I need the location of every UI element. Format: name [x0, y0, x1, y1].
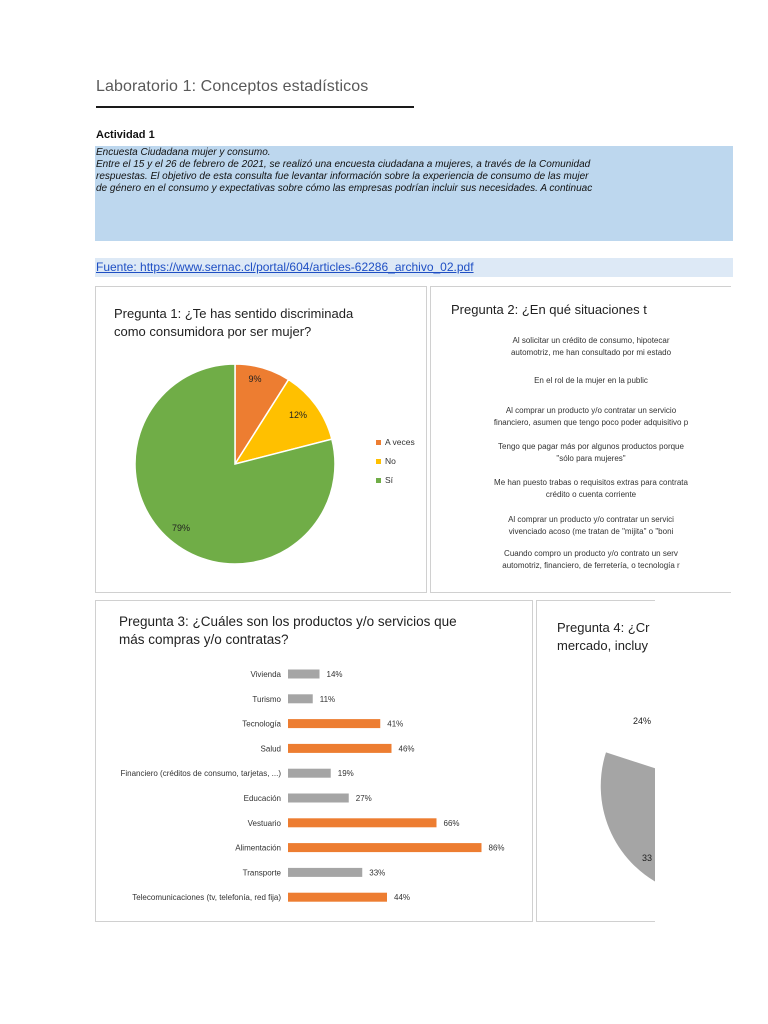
q2-category-line: Al solicitar un crédito de consumo, hipotecar	[512, 336, 670, 345]
intro-line: Encuesta Ciudadana mujer y consumo.	[96, 147, 271, 158]
bar-value-label: 41%	[387, 719, 404, 729]
bar-value-label: 86%	[488, 843, 505, 853]
chart-title-q2: Pregunta 2: ¿En qué situaciones t	[451, 302, 647, 317]
chart-panel-q3	[95, 600, 533, 922]
bar-value-label: 27%	[355, 794, 372, 803]
bar-7	[288, 843, 482, 852]
q2-category-line: Cuando compro un producto y/o contrato un serv	[504, 549, 678, 558]
bar-value-label: 33%	[369, 868, 386, 878]
pie-chart-q1	[96, 287, 426, 592]
bar-category-label: Telecomunicaciones (tv, telefonía, red fija)	[132, 893, 281, 903]
document-title: Laboratorio 1: Conceptos estadísticos	[96, 78, 369, 95]
bar-3	[288, 744, 392, 753]
q2-category-label	[431, 514, 731, 538]
bar-category-label: Transporte	[242, 868, 281, 878]
legend-label: No	[385, 456, 396, 466]
chart-title-line: Pregunta 4: ¿Cr	[557, 620, 650, 635]
activity-heading: Actividad 1	[96, 129, 155, 141]
q2-category-line: Me han puesto trabas o requisitos extras para contrata	[494, 478, 688, 487]
legend-swatch	[376, 459, 381, 464]
source-box	[95, 258, 733, 277]
q2-category-line: vivenciado acoso (me tratan de "mijita" o "boni	[508, 527, 674, 536]
q2-category-line: "sólo para mujeres"	[556, 454, 626, 463]
title-underline	[96, 106, 414, 108]
bar-value-label: 19%	[337, 769, 354, 779]
q2-category-line: financiero, asumen que tengo poco poder adquisitivo p	[493, 418, 689, 427]
bar-value-label: 14%	[326, 670, 343, 679]
intro-line: respuestas. El objetivo de esta consulta fue levantar información sobre la experiencia de consumo de las mujer	[96, 171, 589, 182]
pie-slice-label: 12%	[288, 410, 308, 420]
chart-title-line: Pregunta 3: ¿Cuáles son los productos y/o servicios que	[119, 614, 457, 629]
q2-category-label	[431, 375, 731, 387]
pie-slice-label: 33	[642, 853, 653, 863]
q2-category-line: Tengo que pagar más por algunos productos porque	[498, 442, 684, 451]
bar-value-label: 11%	[319, 694, 336, 704]
bar-category-label: Alimentación	[235, 843, 281, 853]
bar-1	[288, 694, 313, 703]
bar-category-label: Vestuario	[247, 818, 281, 828]
chart-title-line: mercado, incluy	[557, 638, 649, 653]
chart-title-line: como consumidora por ser mujer?	[114, 324, 312, 339]
bar-category-label: Financiero (créditos de consumo, tarjetas, ...)	[120, 769, 281, 779]
bar-5	[288, 794, 349, 803]
bar-category-label: Tecnología	[242, 719, 281, 729]
bar-value-label: 44%	[394, 893, 411, 903]
pie-slice-gray	[600, 751, 655, 885]
legend-swatch	[376, 440, 381, 445]
bar-0	[288, 670, 320, 679]
pie-slice-label: 79%	[171, 523, 191, 533]
q2-category-line: Al comprar un producto y/o contratar un servici	[508, 515, 674, 524]
bar-6	[288, 818, 437, 827]
chart-panel-q4	[536, 600, 655, 922]
bar-2	[288, 719, 380, 728]
q2-category-label	[431, 548, 731, 572]
bar-4	[288, 769, 331, 778]
chart-title-line: Pregunta 1: ¿Te has sentido discriminada	[114, 306, 354, 321]
q2-category-label	[431, 477, 731, 501]
legend-label: Sí	[385, 475, 394, 485]
q2-category-label	[431, 405, 731, 429]
q2-category-label	[431, 335, 731, 359]
q2-category-line: crédito o cuenta corriente	[545, 490, 637, 499]
bar-category-label: Salud	[260, 744, 281, 754]
pie-chart-q4	[537, 601, 655, 921]
chart-panel-q1	[95, 286, 427, 593]
q2-category-line: Al comprar un producto y/o contratar un servicio	[505, 406, 677, 415]
intro-text-box	[95, 146, 733, 241]
q2-category-line: automotriz, financiero, de ferretería, o tecnología r	[502, 561, 680, 570]
intro-line: de género en el consumo y expectativas sobre cómo las empresas podrían incluir sus necesidades. A continuac	[96, 183, 593, 194]
chart-title-line: más compras y/o contratas?	[119, 632, 289, 647]
bar-category-label: Educación	[243, 794, 281, 803]
bar-value-label: 46%	[398, 744, 415, 754]
bar-8	[288, 868, 362, 877]
bar-9	[288, 893, 387, 902]
legend-label: A veces	[385, 437, 415, 447]
bar-chart-q3	[96, 601, 532, 921]
q2-category-line: En el rol de la mujer en la public	[534, 376, 648, 385]
pie-slice-label: 9%	[248, 374, 262, 384]
bar-category-label: Turismo	[252, 694, 281, 704]
bar-category-label: Vivienda	[250, 670, 281, 679]
legend-swatch	[376, 478, 381, 483]
intro-line: Entre el 15 y el 26 de febrero de 2021, se realizó una encuesta ciudadana a mujeres, a través de la Comunidad	[96, 159, 591, 170]
bar-value-label: 66%	[443, 818, 460, 828]
q2-category-label	[431, 441, 731, 465]
pie-slice-label: 24%	[633, 716, 652, 726]
source-link[interactable]: Fuente: https://www.sernac.cl/portal/604/articles-62286_archivo_02.pdf	[96, 260, 474, 274]
chart-panel-q2	[430, 286, 731, 593]
q2-category-line: automotriz, me han consultado por mi estado	[510, 348, 672, 357]
